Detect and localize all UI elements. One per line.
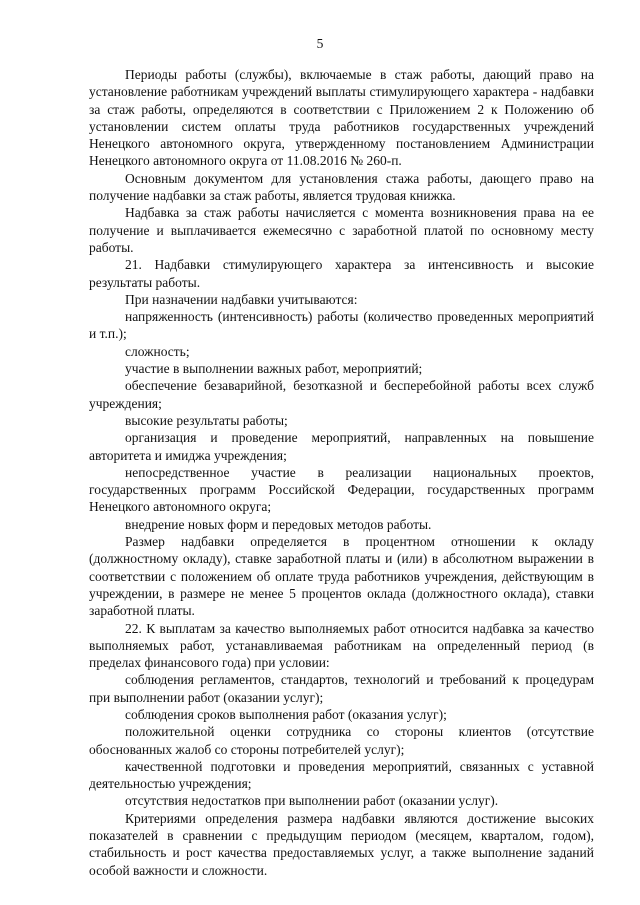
list-item: положительной оценки сотрудника со стороны клиентов (отсутствие обоснованных жалоб со стороны потребителей услуг); bbox=[89, 724, 594, 757]
list-item: обеспечение безаварийной, безотказной и бесперебойной работы всех служб учреждения; bbox=[89, 378, 594, 411]
paragraph: Надбавка за стаж работы начисляется с момента возникновения права на ее получение и выплачивается ежемесячно с заработной платой по основному месту работы. bbox=[89, 205, 594, 255]
list-item: соблюдения сроков выполнения работ (оказания услуг); bbox=[125, 706, 447, 722]
list-item: напряженность (интенсивность) работы (количество проведенных мероприятий и т.п.); bbox=[89, 309, 594, 342]
list-item: организация и проведение мероприятий, направленных на повышение авторитета и имиджа учреждения; bbox=[89, 430, 594, 463]
document-body bbox=[89, 66, 594, 879]
paragraph: При назначении надбавки учитываются: bbox=[125, 291, 358, 307]
list-item: внедрение новых форм и передовых методов работы. bbox=[125, 516, 432, 532]
paragraph: Размер надбавки определяется в процентном отношении к окладу (должностному окладу), ставке заработной платы и (или) в абсолютном выражении в соответствии с положением об оплате труда работников учреждения, действующим в учреждении, в размере не менее 5 процентов оклада (должностного оклада), ставки заработной платы. bbox=[89, 534, 594, 619]
paragraph: Периоды работы (службы), включаемые в стаж работы, дающий право на установление работникам учреждений выплаты стимулирующего характера - надбавки за стаж работы, определяются в соответствии с Приложением 2 к Положению об установлении систем оплаты труда работников государственных учреждений Ненецкого автономного округа, утвержденному постановлением Администрации Ненецкого автономного округа от 11.08.2016 № 260-п. bbox=[89, 67, 594, 169]
list-item: сложность; bbox=[125, 343, 190, 359]
page-number: 5 bbox=[316, 36, 324, 51]
list-item: участие в выполнении важных работ, мероприятий; bbox=[125, 361, 423, 377]
list-item: качественной подготовки и проведения мероприятий, связанных с уставной деятельностью учреждения; bbox=[89, 758, 594, 792]
paragraph: Критериями определения размера надбавки являются достижение высоких показателей в сравнении с предыдущим периодом (месяцем, кварталом, годом), стабильность и рост качества предоставляемых услуг, а также выполнение заданий особой важности и сложности. bbox=[89, 810, 594, 878]
paragraph: Основным документом для установления стажа работы, дающего право на получение надбавки за стаж работы, является трудовая книжка. bbox=[89, 170, 594, 204]
list-item: высокие результаты работы; bbox=[125, 412, 288, 428]
list-item: непосредственное участие в реализации национальных проектов, государственных программ Российской Федерации, государственных программ Ненецкого автономного округа; bbox=[89, 464, 594, 515]
list-item: отсутствия недостатков при выполнении работ (оказании услуг). bbox=[125, 793, 499, 809]
section-21-heading: 21. Надбавки стимулирующего характера за интенсивность и высокие результаты работы. bbox=[89, 257, 594, 290]
list-item: соблюдения регламентов, стандартов, технологий и требований к процедурам при выполнении работ (оказании услуг); bbox=[89, 672, 594, 705]
section-22-heading: 22. К выплатам за качество выполняемых работ относится надбавка за качество выполняемых работ, устанавливаемая работникам на определенный период (в пределах финансового года) при условии: bbox=[89, 620, 594, 671]
